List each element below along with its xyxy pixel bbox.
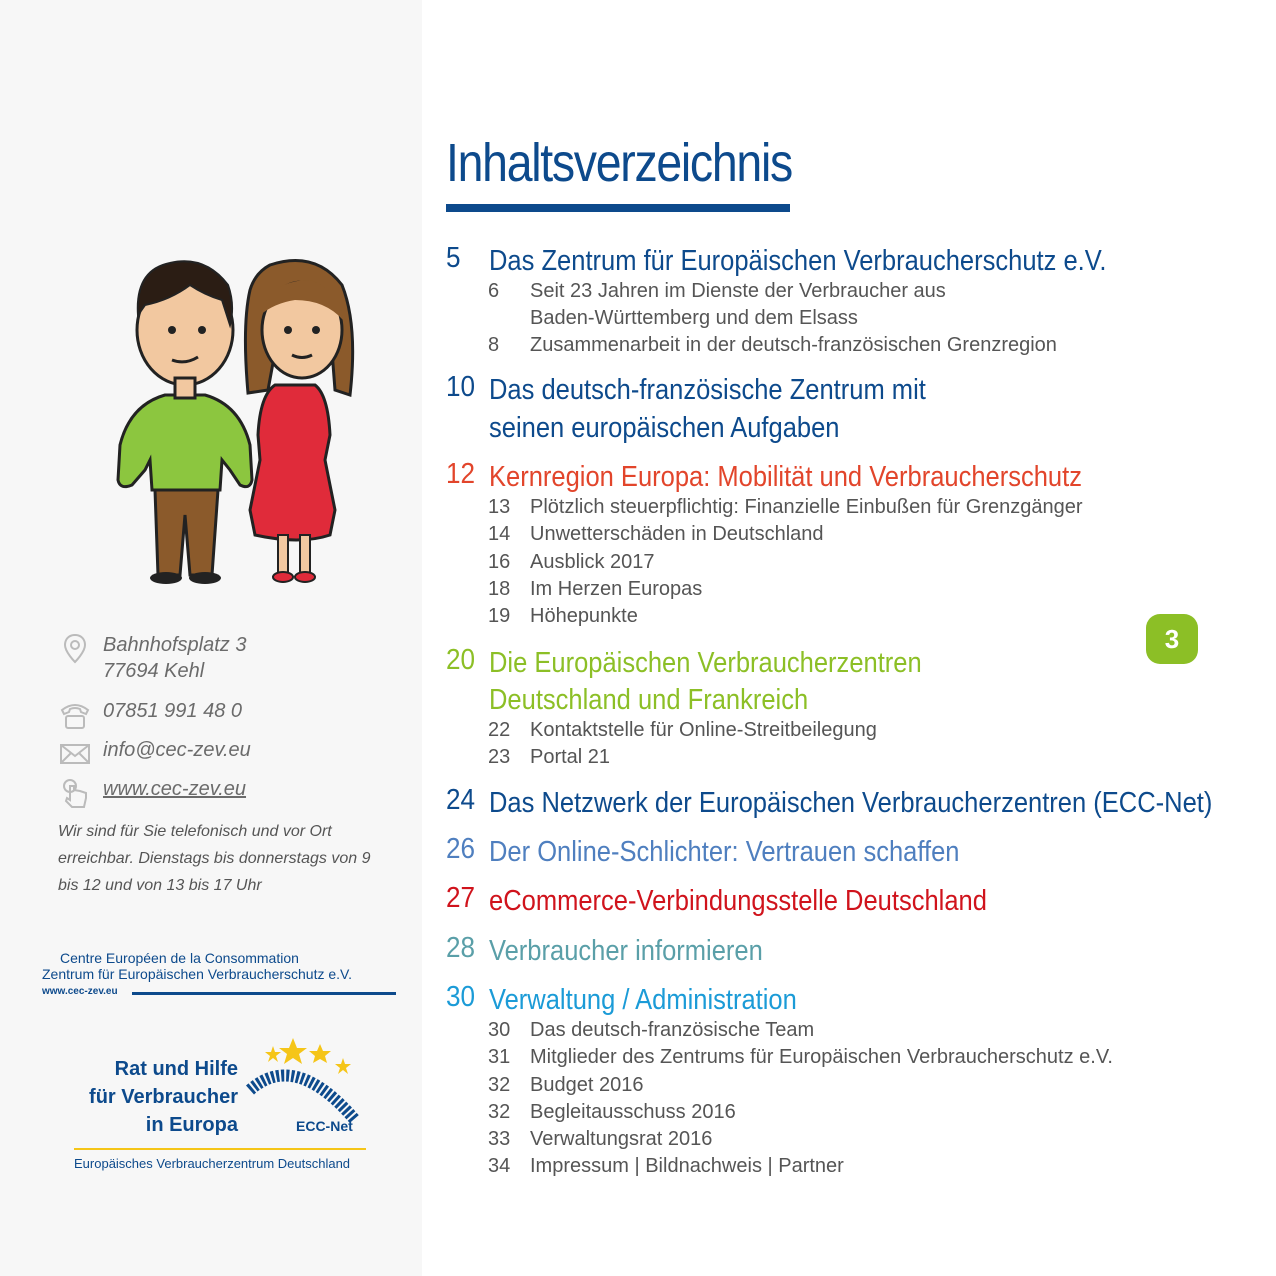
ecc-stars-arc-graphic: [245, 1030, 370, 1130]
ecc-logo-rule: [74, 1148, 366, 1150]
address-city: 77694 Kehl: [103, 660, 205, 682]
toc-subentry-title: Unwetterschäden in Deutschland: [530, 523, 824, 545]
toc-subentry-title: Portal 21: [530, 746, 611, 768]
title-underline: [446, 204, 790, 212]
toc-subentry-title: Impressum | Bildnachweis | Partner: [530, 1155, 844, 1177]
ecc-logo-line3: in Europa: [145, 1114, 238, 1136]
toc-entry-title: Das Zentrum für Europäischen Verbraucherschutz e.V.: [489, 245, 1107, 277]
toc-subentry[interactable]: [488, 494, 1083, 521]
toc-subentry-number: 32: [488, 1101, 511, 1123]
toc-subentry-title: Höhepunkte: [530, 605, 638, 627]
cec-zev-logo: [42, 950, 402, 1000]
toc-subentry[interactable]: [488, 1099, 736, 1126]
toc-subentry-title: Zusammenarbeit in der deutsch-französischen Grenzregion: [530, 334, 1057, 356]
toc-subentry[interactable]: [488, 603, 638, 630]
toc-subentry-number: 31: [488, 1046, 511, 1068]
toc-subentry-title: Mitglieder des Zentrums für Europäischen Verbraucherschutz e.V.: [530, 1046, 1113, 1068]
toc-subentry[interactable]: [488, 1017, 814, 1044]
toc-subentry-number: 32: [488, 1074, 511, 1096]
envelope-icon: [58, 737, 92, 771]
cec-logo-rule: [132, 992, 396, 995]
toc-subentry[interactable]: [488, 549, 655, 576]
toc-subentry-number: 33: [488, 1128, 511, 1150]
toc-subentry-number: 13: [488, 496, 511, 518]
sidebar: [0, 0, 422, 1276]
toc-subentry-number: 18: [488, 578, 511, 600]
toc-entry-title: eCommerce-Verbindungsstelle Deutschland: [489, 885, 987, 917]
toc-subentry-title: Das deutsch-französische Team: [530, 1019, 815, 1041]
toc-entry-number: 30: [446, 981, 476, 1013]
toc-entry-title: Die Europäischen Verbraucherzentren: [489, 647, 922, 679]
toc-subentry-title: Budget 2016: [530, 1074, 644, 1096]
couple-illustration: [110, 245, 360, 590]
toc-subentry[interactable]: [488, 1153, 844, 1180]
cec-logo-url: www.cec-zev.eu: [42, 986, 118, 997]
touch-hand-icon: [58, 776, 92, 810]
phone-row: [58, 698, 242, 732]
email-row: [58, 737, 251, 771]
page-number-badge: 3: [1146, 614, 1198, 664]
toc-entry-number: 24: [446, 784, 476, 816]
toc-subentry-number: 22: [488, 719, 511, 741]
opening-hours: Wir sind für Sie telefonisch und vor Ort erreichbar. Dienstags bis donnerstags von 9 bis 12 und von 13 bis 17 Uhr: [58, 823, 371, 894]
toc-subentry-number: 34: [488, 1155, 511, 1177]
ecc-logo-line2: für Verbraucher: [89, 1086, 238, 1108]
toc-entry-title-continuation: seinen europäischen Aufgaben: [489, 412, 840, 444]
toc-entry-title: Verbraucher informieren: [489, 935, 763, 967]
toc-subentry[interactable]: [488, 1072, 643, 1099]
address-street: Bahnhofsplatz 3: [103, 634, 247, 656]
phone-icon: [58, 698, 92, 732]
address-row: [58, 632, 246, 684]
toc-subentry[interactable]: [488, 521, 824, 548]
toc-entry-number: 27: [446, 882, 476, 914]
cec-logo-line2: Zentrum für Europäischen Verbraucherschutz e.V.: [42, 966, 352, 982]
cec-logo-line1: Centre Européen de la Consommation: [60, 950, 299, 966]
web-row: [58, 776, 246, 810]
toc-subentry[interactable]: [488, 278, 946, 305]
toc-subentry-title: Plötzlich steuerpflichtig: Finanzielle Einbußen für Grenzgänger: [530, 496, 1083, 518]
toc-subentry-continuation: Baden-Württemberg und dem Elsass: [530, 307, 858, 329]
location-pin-icon: [58, 632, 92, 666]
email-address[interactable]: info@cec-zev.eu: [103, 739, 251, 761]
toc-subentry-title: Verwaltungsrat 2016: [530, 1128, 713, 1150]
toc-entry-title: Das Netzwerk der Europäischen Verbraucherzentren (ECC-Net): [489, 787, 1213, 819]
toc-subentry-title: Im Herzen Europas: [530, 578, 703, 600]
toc-entry-number: 12: [446, 458, 476, 490]
toc-entry-number: 10: [446, 371, 476, 403]
website-link[interactable]: www.cec-zev.eu: [103, 778, 247, 800]
ecc-net-logo: [70, 1030, 370, 1180]
toc-subentry-number: 16: [488, 551, 511, 573]
toc-subentry[interactable]: [488, 1044, 1113, 1071]
toc-entry-title-continuation: Deutschland und Frankreich: [489, 684, 809, 716]
toc-subentry[interactable]: [488, 744, 610, 771]
toc-subentry-number: 19: [488, 605, 511, 627]
toc-entry-number: 26: [446, 833, 476, 865]
toc-subentry-title: Seit 23 Jahren im Dienste der Verbraucher aus: [530, 280, 946, 302]
toc-subentry[interactable]: [488, 332, 1057, 359]
toc-subentry-number: 8: [488, 334, 500, 356]
page-title: Inhaltsverzeichnis: [446, 133, 792, 193]
toc-entry-title: Verwaltung / Administration: [489, 984, 797, 1016]
toc-subentry-number: 14: [488, 523, 511, 545]
ecc-logo-line1: Rat und Hilfe: [114, 1058, 238, 1080]
toc-entry-number: 20: [446, 644, 476, 676]
toc-subentry-number: 6: [488, 280, 500, 302]
toc-subentry[interactable]: [488, 576, 702, 603]
toc-entry-number: 5: [446, 242, 461, 274]
ecc-logo-brand: ECC-Net: [296, 1118, 353, 1134]
toc-subentry-title: Ausblick 2017: [530, 551, 655, 573]
toc-entry-title: Der Online-Schlichter: Vertrauen schaffen: [489, 836, 960, 868]
toc-subentry-title: Begleitausschuss 2016: [530, 1101, 736, 1123]
toc-subentry[interactable]: [488, 717, 877, 744]
phone-number[interactable]: 07851 991 48 0: [103, 700, 243, 722]
ecc-logo-footer: Europäisches Verbraucherzentrum Deutschland: [74, 1156, 351, 1171]
toc-subentry-title: Kontaktstelle für Online-Streitbeilegung: [530, 719, 877, 741]
toc-subentry-number: 30: [488, 1019, 511, 1041]
toc-subentry-number: 23: [488, 746, 511, 768]
toc-subentry[interactable]: [488, 1126, 712, 1153]
toc-entry-title: Kernregion Europa: Mobilität und Verbraucherschutz: [489, 461, 1082, 493]
toc-entry-number: 28: [446, 932, 476, 964]
toc-entry-title: Das deutsch-französische Zentrum mit: [489, 374, 926, 406]
